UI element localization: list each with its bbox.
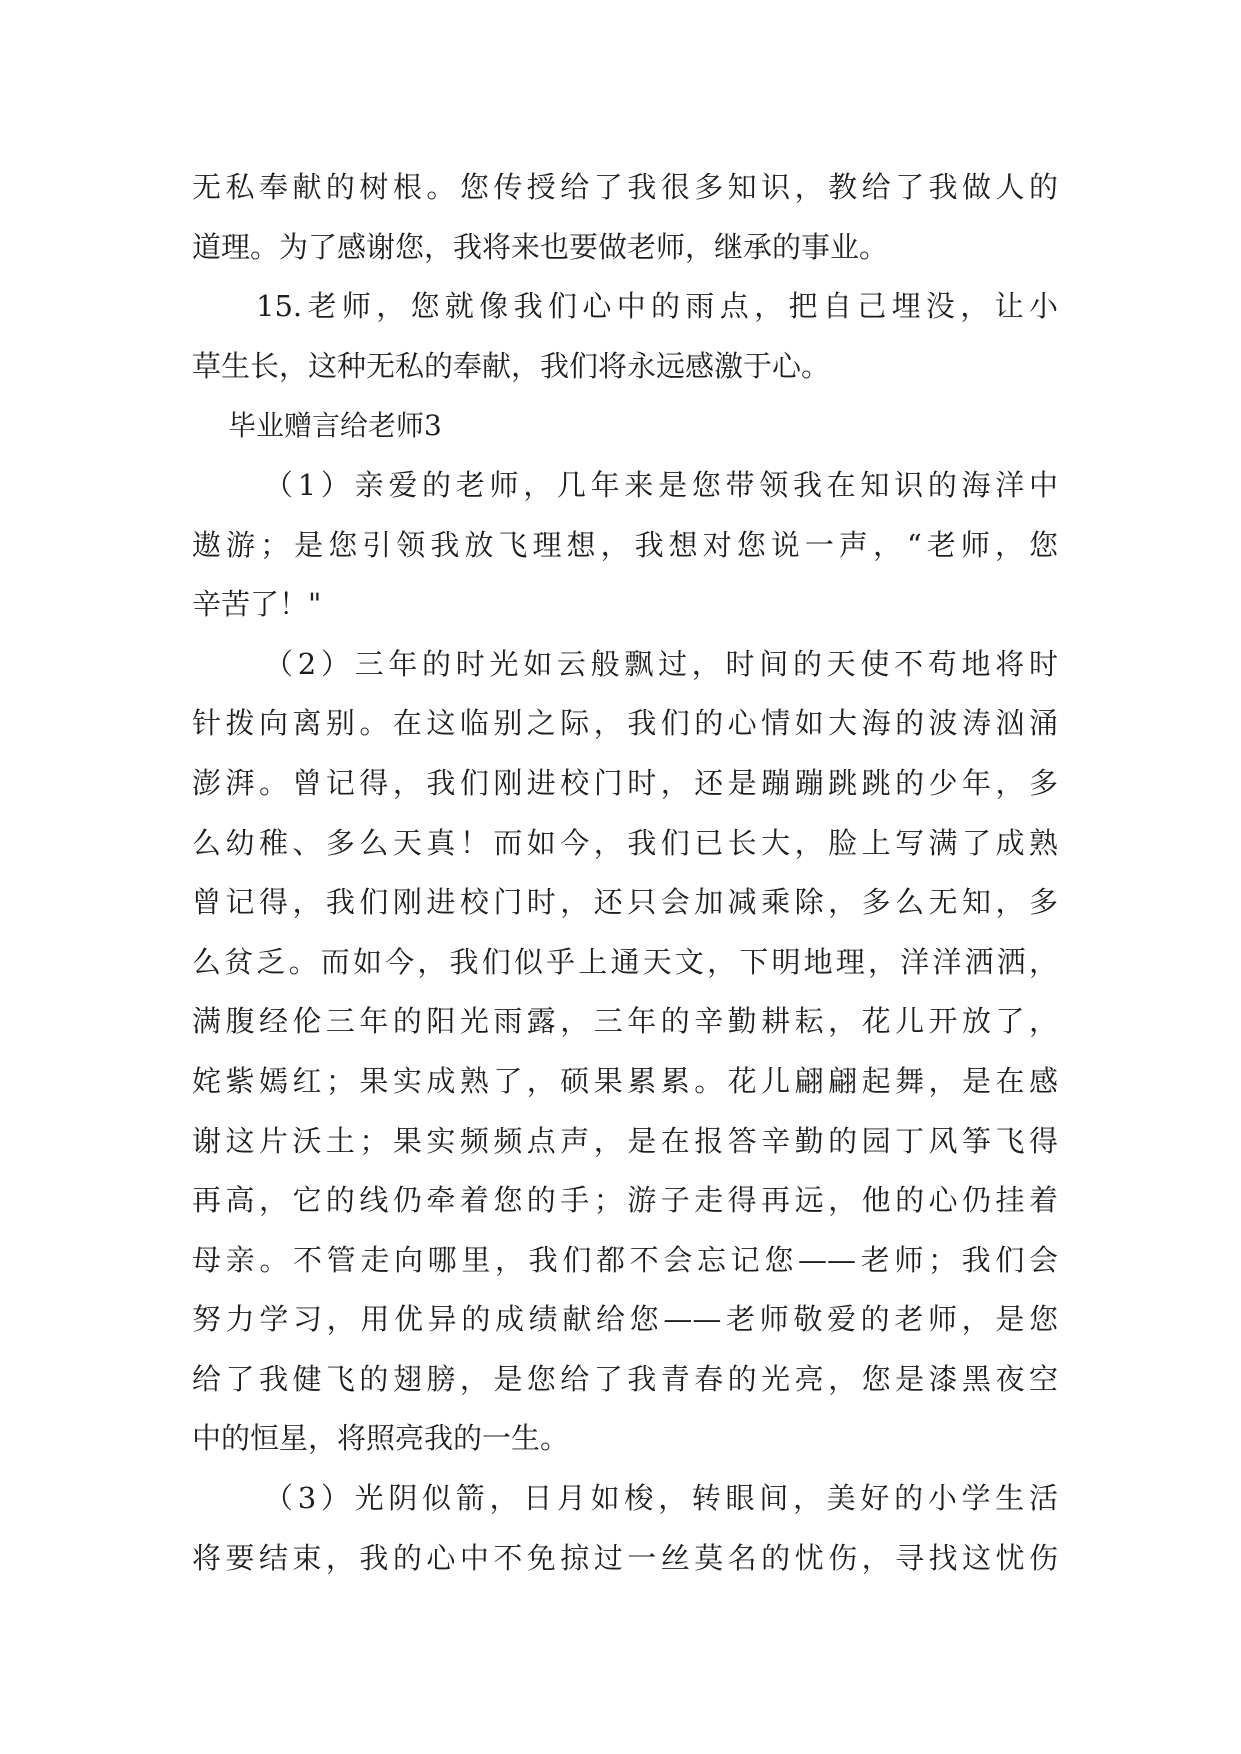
paragraph-line: （2）三年的时光如云般飘过，时间的天使不苟地将时 [264,646,1058,681]
paragraph-line: （1）亲爱的老师，几年来是您带领我在知识的海洋中 [264,467,1058,502]
paragraph-line: 曾记得，我们刚进校门时，还只会加减乘除，多么无知，多 [192,885,1058,920]
paragraph-line: 姹紫嫣红；果实成熟了，硕果累累。花儿翩翩起舞，是在感 [192,1063,1058,1098]
paragraph-line: 满腹经伦三年的阳光雨露，三年的辛勤耕耘，花儿开放了， [192,1004,1058,1039]
section-heading: 毕业赠言给老师3 [228,409,442,443]
paragraph-line: 15.老师，您就像我们心中的雨点，把自己埋没，让小 [256,289,1058,324]
paragraph-line: 澎湃。曾记得，我们刚进校门时，还是蹦蹦跳跳的少年，多 [192,765,1058,800]
paragraph-line: 将要结束，我的心中不免掠过一丝莫名的忧伤，寻找这忧伤 [192,1540,1058,1575]
paragraph-line: 给了我健飞的翅膀，是您给了我青春的光亮，您是漆黑夜空 [192,1361,1058,1396]
paragraph-line: 么幼稚、多么天真！而如今，我们已长大，脸上写满了成熟 [192,825,1058,860]
document-body [192,158,1058,1588]
paragraph-line: 草生长，这种无私的奉献，我们将永远感激于心。 [192,348,831,383]
paragraph-line: 努力学习，用优异的成绩献给您——老师敬爱的老师，是您 [192,1302,1058,1337]
paragraph-line: 道理。为了感谢您，我将来也要做老师，继承的事业。 [192,229,889,264]
paragraph-line: 辛苦了！" [192,587,322,622]
paragraph-line: （3）光阴似箭，日月如梭，转眼间，美好的小学生活 [264,1481,1058,1516]
paragraph-line: 遨游；是您引领我放飞理想，我想对您说一声，“老师，您 [192,527,1058,562]
paragraph-line: 谢这片沃土；果实频频点声，是在报答辛勤的园丁风筝飞得 [192,1123,1058,1158]
paragraph-line: 么贫乏。而如今，我们似乎上通天文，下明地理，洋洋洒洒， [192,944,1058,979]
paragraph-line: 母亲。不管走向哪里，我们都不会忘记您——老师；我们会 [192,1242,1058,1277]
paragraph-line: 再高，它的线仍牵着您的手；游子走得再远，他的心仍挂着 [192,1183,1058,1218]
paragraph-line: 无私奉献的树根。您传授给了我很多知识，教给了我做人的 [192,170,1058,204]
paragraph-line: 针拨向离别。在这临别之际，我们的心情如大海的波涛汹涌 [192,706,1058,741]
paragraph-line: 中的恒星，将照亮我的一生。 [192,1421,570,1456]
